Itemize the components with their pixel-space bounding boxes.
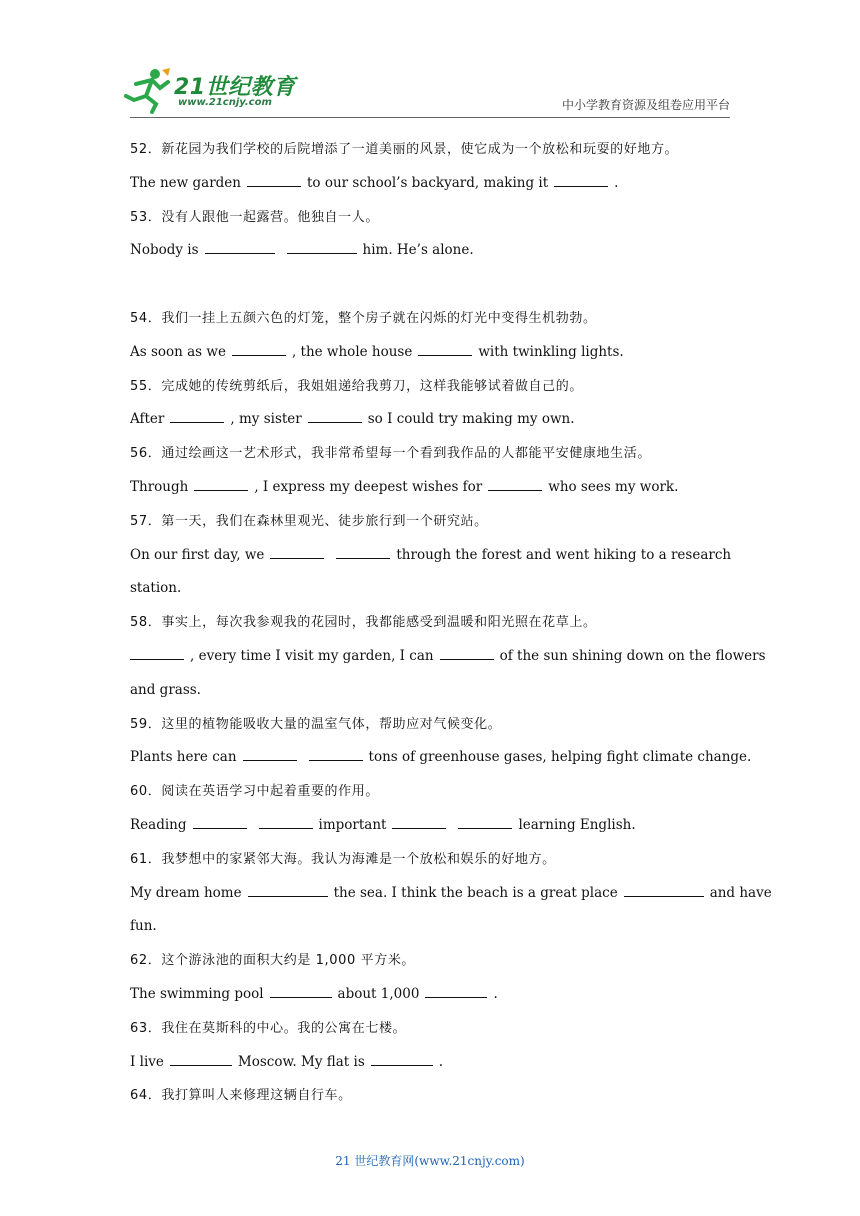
answer-blank[interactable] [232, 343, 286, 356]
answer-blank[interactable] [309, 748, 363, 761]
logo-url: www.21cnjy.com [178, 97, 272, 108]
answer-blank[interactable] [287, 241, 357, 254]
header-divider [130, 117, 730, 118]
question-58-zh: 58．事实上，每次我参观我的花园时，我都能感受到温暖和阳光照在花草上。 [130, 615, 597, 631]
answer-blank[interactable] [270, 985, 332, 998]
answer-blank[interactable] [170, 1053, 232, 1066]
question-60-zh: 60．阅读在英语学习中起着重要的作用。 [130, 784, 379, 800]
answer-blank[interactable] [488, 478, 542, 491]
answer-blank[interactable] [440, 647, 494, 660]
answer-blank[interactable] [418, 343, 472, 356]
question-63-en: I live Moscow. My flat is . [130, 1053, 444, 1070]
page-header [0, 0, 860, 130]
answer-blank[interactable] [371, 1053, 433, 1066]
question-53-en: Nobody is him. He’s alone. [130, 242, 474, 259]
question-57-zh: 57．第一天，我们在森林里观光、徒步旅行到一个研究站。 [130, 513, 488, 529]
question-54-zh: 54．我们一挂上五颜六色的灯笼，整个房子就在闪烁的灯光中变得生机勃勃。 [130, 310, 597, 326]
runner-logo-icon [122, 66, 172, 114]
answer-blank[interactable] [458, 816, 512, 829]
answer-blank[interactable] [554, 174, 608, 187]
question-64-zh: 64．我打算叫人来修理这辆自行车。 [130, 1088, 352, 1104]
question-57-en: On our first day, we through the forest and went hiking to a research [130, 546, 732, 563]
answer-blank[interactable] [425, 985, 487, 998]
answer-blank[interactable] [259, 816, 313, 829]
question-57-en-cont: station. [130, 580, 182, 597]
question-list [130, 133, 772, 1113]
question-52-en: The new garden to our school’s backyard, making it . [130, 174, 619, 191]
question-52-zh: 52．新花园为我们学校的后院增添了一道美丽的风景，使它成为一个放松和玩耍的好地方。 [130, 142, 679, 157]
question-58-en-cont: and grass. [130, 681, 201, 698]
question-63-zh: 63．我住在莫斯科的中心。我的公寓在七楼。 [130, 1020, 407, 1036]
question-61-zh: 61．我梦想中的家紧邻大海。我认为海滩是一个放松和娱乐的好地方。 [130, 851, 556, 867]
answer-blank[interactable] [205, 241, 275, 254]
page-footer: 21 世纪教育网(www.21cnjy.com) [335, 1154, 525, 1168]
answer-blank[interactable] [270, 546, 324, 559]
question-59-zh: 59．这里的植物能吸收大量的温室气体，帮助应对气候变化。 [130, 716, 502, 732]
question-54-en: As soon as we , the whole house with twinkling lights. [130, 343, 624, 360]
answer-blank[interactable] [243, 748, 297, 761]
answer-blank[interactable] [170, 410, 224, 423]
answer-blank[interactable] [308, 410, 362, 423]
question-55-en: After , my sister so I could try making my own. [130, 411, 575, 428]
answer-blank[interactable] [624, 884, 704, 897]
question-62-en: The swimming pool about 1,000 . [130, 985, 498, 1002]
answer-blank[interactable] [130, 647, 184, 660]
logo [122, 66, 296, 116]
question-62-zh: 62．这个游泳池的面积大约是 1,000 平方米。 [130, 953, 416, 969]
question-59-en: Plants here can tons of greenhouse gases, helping fight climate change. [130, 749, 752, 766]
spacer [130, 268, 730, 302]
question-56-en: Through , I express my deepest wishes for who sees my work. [130, 478, 679, 495]
question-58-en: , every time I visit my garden, I can of the sun shining down on the flowers [130, 640, 730, 674]
answer-blank[interactable] [248, 884, 328, 897]
answer-blank[interactable] [247, 174, 301, 187]
question-55-zh: 55．完成她的传统剪纸后，我姐姐递给我剪刀，这样我能够试着做自己的。 [130, 378, 583, 394]
answer-blank[interactable] [336, 546, 390, 559]
question-61-en: My dream home the sea. I think the beach is a great place and have [130, 884, 772, 901]
question-53-zh: 53．没有人跟他一起露营。他独自一人。 [130, 209, 379, 225]
question-61-en-cont: fun. [130, 918, 157, 935]
question-56-zh: 56．通过绘画这一艺术形式，我非常希望每一个看到我作品的人都能平安健康地生活。 [130, 446, 651, 462]
answer-blank[interactable] [392, 816, 446, 829]
answer-blank[interactable] [193, 816, 247, 829]
platform-title: 中小学教育资源及组卷应用平台 [561, 98, 730, 112]
logo-text: 21世纪教育 [174, 75, 296, 100]
answer-blank[interactable] [194, 478, 248, 491]
question-60-en: Reading important learning English. [130, 816, 636, 833]
